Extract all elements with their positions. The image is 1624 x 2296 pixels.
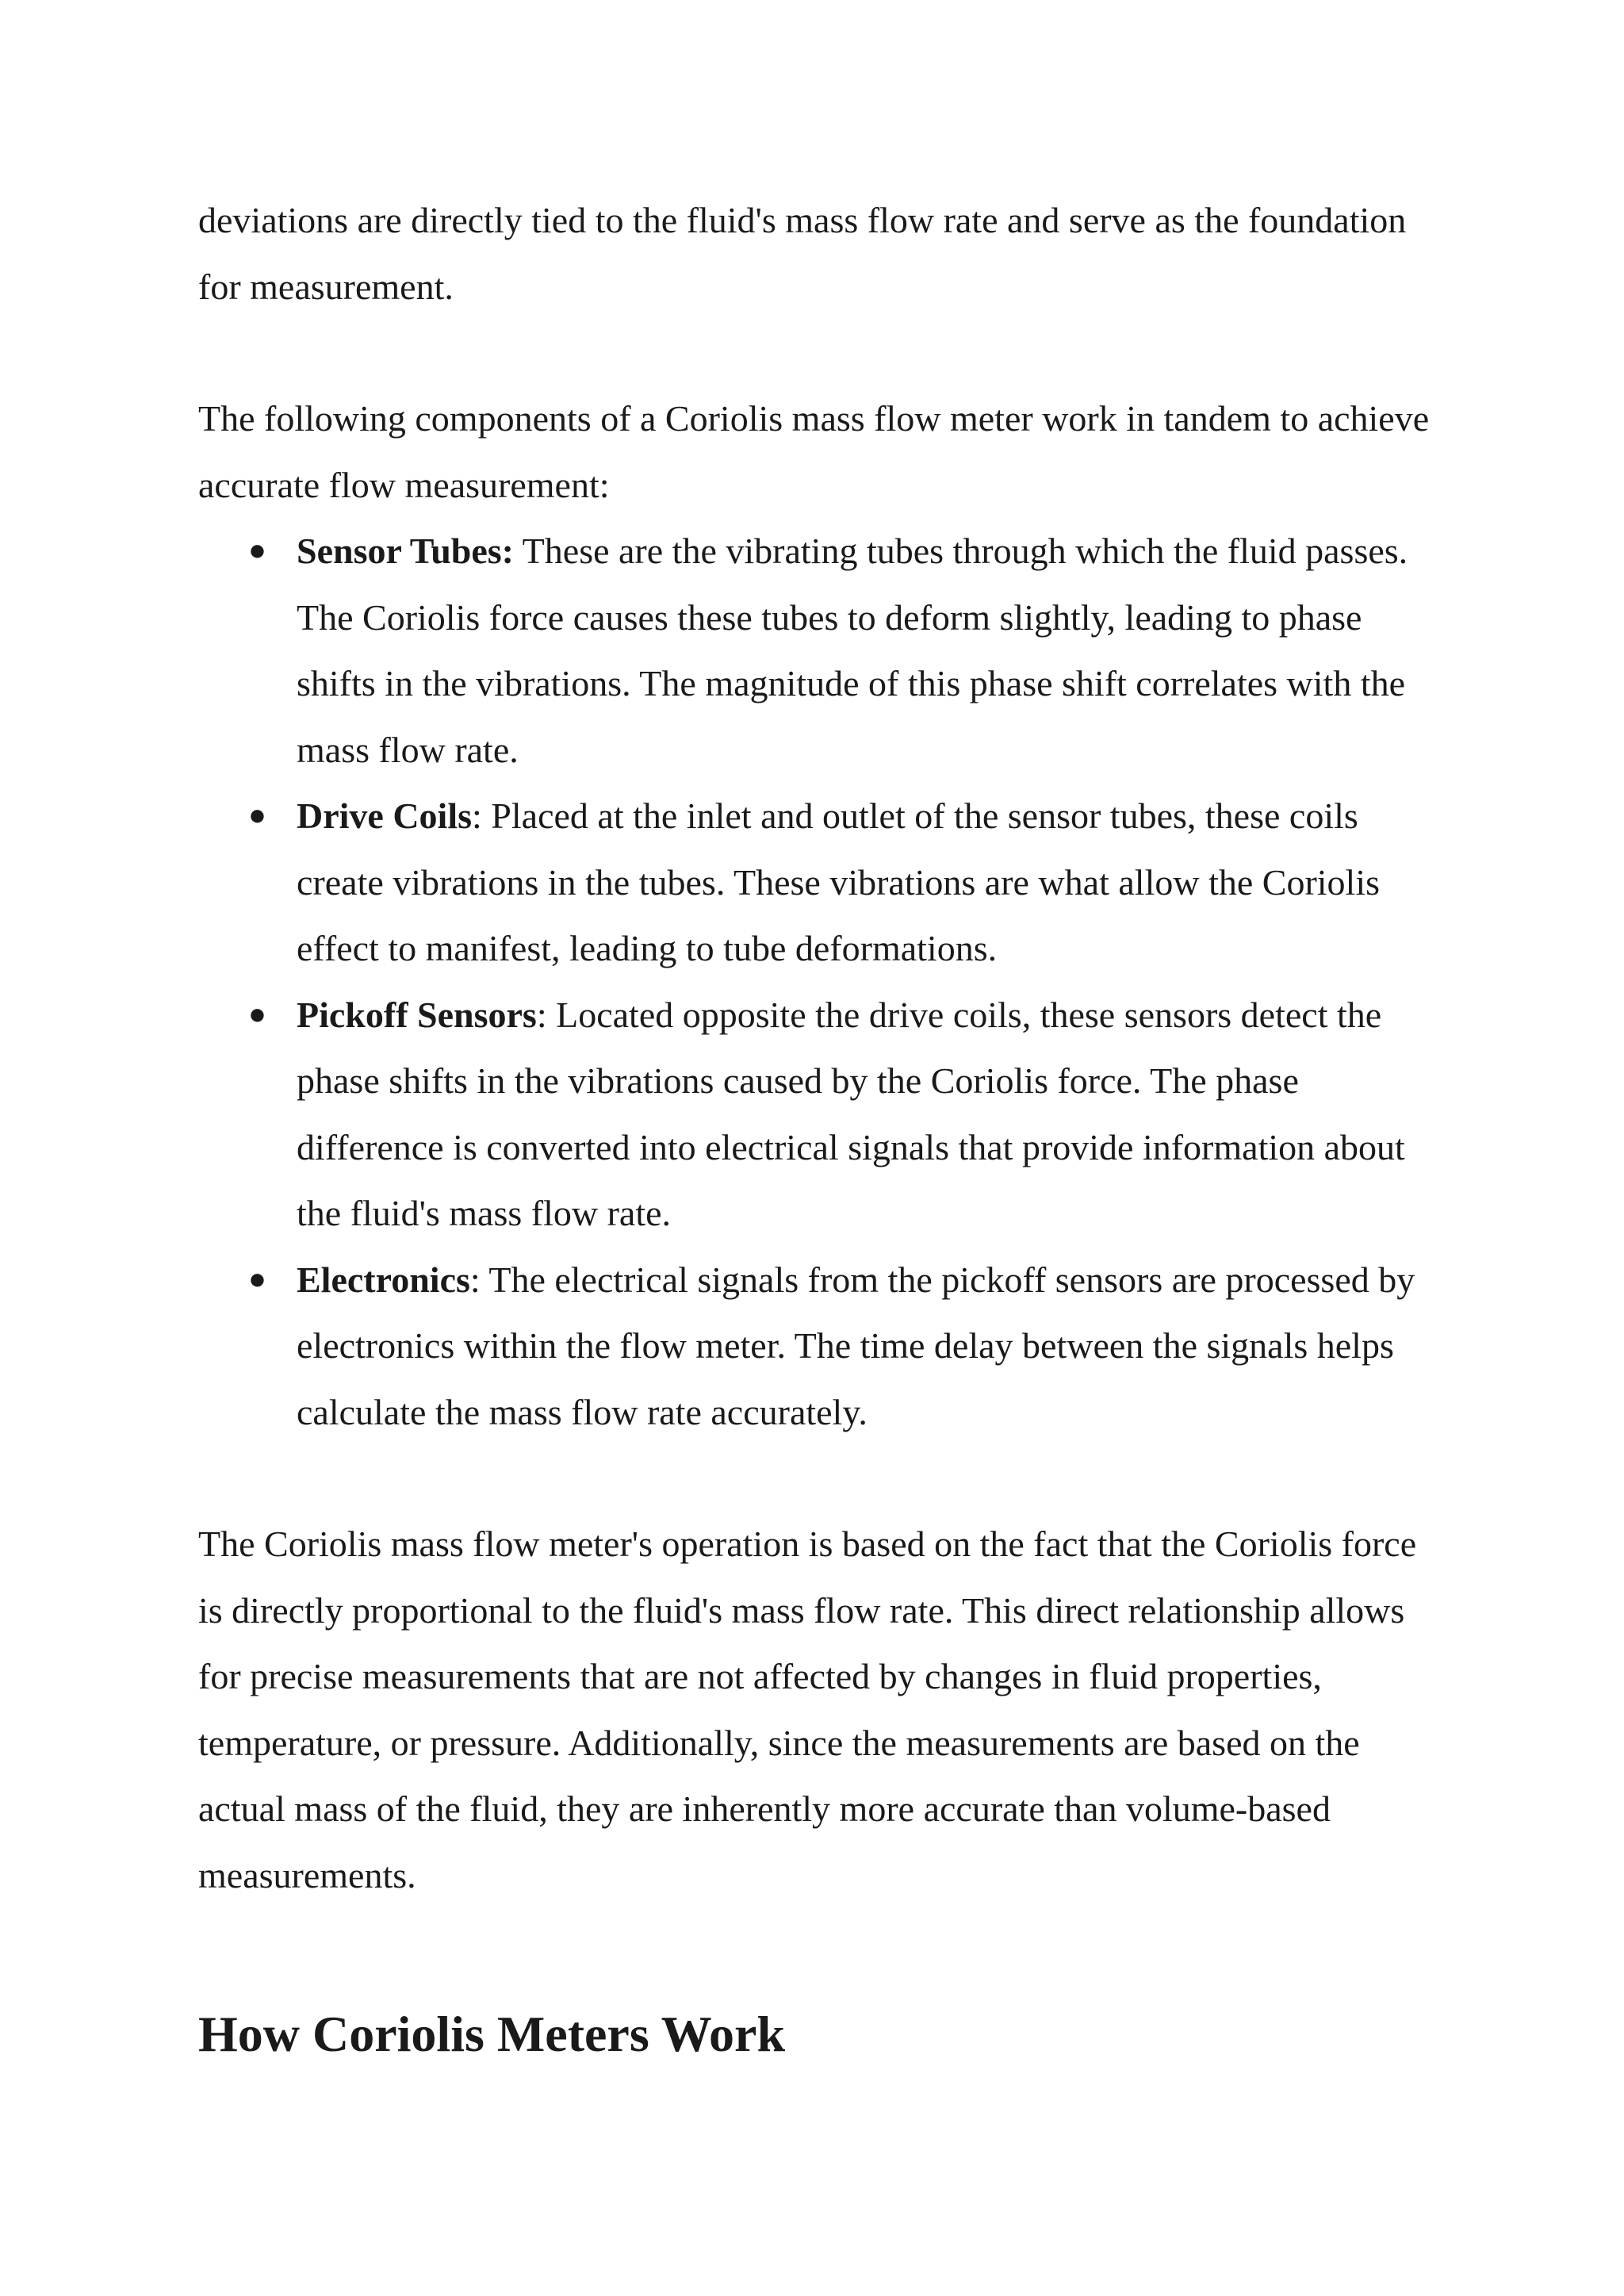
section-heading: How Coriolis Meters Work	[198, 2006, 786, 2062]
bullet-icon: ●	[248, 1262, 266, 1296]
bullet-icon: ●	[248, 534, 266, 567]
list-item-term: Drive Coils	[297, 795, 473, 836]
paragraph-operation	[198, 1511, 1435, 1908]
bullet-icon: ●	[248, 997, 266, 1031]
list-item-term: Pickoff Sensors	[297, 994, 537, 1035]
paragraph-text: deviations are directly tied to the fluid's mass flow rate and serve as the foundation for measurement.	[198, 200, 1407, 307]
components-list	[198, 518, 1435, 1445]
list-item-description: These are the vibrating tubes through which the fluid passes. The Coriolis force causes these tubes to deform slightly, leading to phase shifts in the vibrations. The magnitude of this phase shift correlates with the mass flow rate.	[297, 531, 1408, 770]
list-item-drive-coils	[198, 783, 1435, 982]
paragraph-text: The Coriolis mass flow meter's operation is based on the fact that the Coriolis force is directly proportional to the fluid's mass flow rate. This direct relationship allows for precise measurements that are not affected by changes in fluid properties, temperature, or pressure. Additionally, since the measurements are based on the actual mass of the fluid, they are inherently more accurate than volume-based measurements.	[198, 1524, 1417, 1895]
list-item-description: : The electrical signals from the pickoff sensors are processed by electronics within the flow meter. The time delay between the signals helps calculate the mass flow rate accurately.	[297, 1259, 1415, 1432]
list-item-electronics	[198, 1247, 1435, 1446]
list-item-sensor-tubes	[198, 518, 1435, 783]
bullet-icon: ●	[248, 799, 266, 832]
paragraph-text: The following components of a Coriolis mass flow meter work in tandem to achieve accurate flow measurement:	[198, 398, 1430, 505]
paragraph-intro-continuation	[198, 187, 1435, 320]
list-item-pickoff-sensors	[198, 982, 1435, 1247]
list-item-description: : Located opposite the drive coils, these sensors detect the phase shifts in the vibrations caused by the Coriolis force. The phase difference is converted into electrical signals that provide information about the fluid's mass flow rate.	[297, 994, 1405, 1233]
list-item-term: Electronics	[297, 1259, 470, 1300]
list-item-term: Sensor Tubes:	[297, 531, 515, 571]
list-item-description: : Placed at the inlet and outlet of the sensor tubes, these coils create vibrations in the tubes. These vibrations are what allow the Coriolis effect to manifest, leading to tube deformations.	[297, 795, 1381, 968]
paragraph-components-intro	[198, 385, 1435, 518]
